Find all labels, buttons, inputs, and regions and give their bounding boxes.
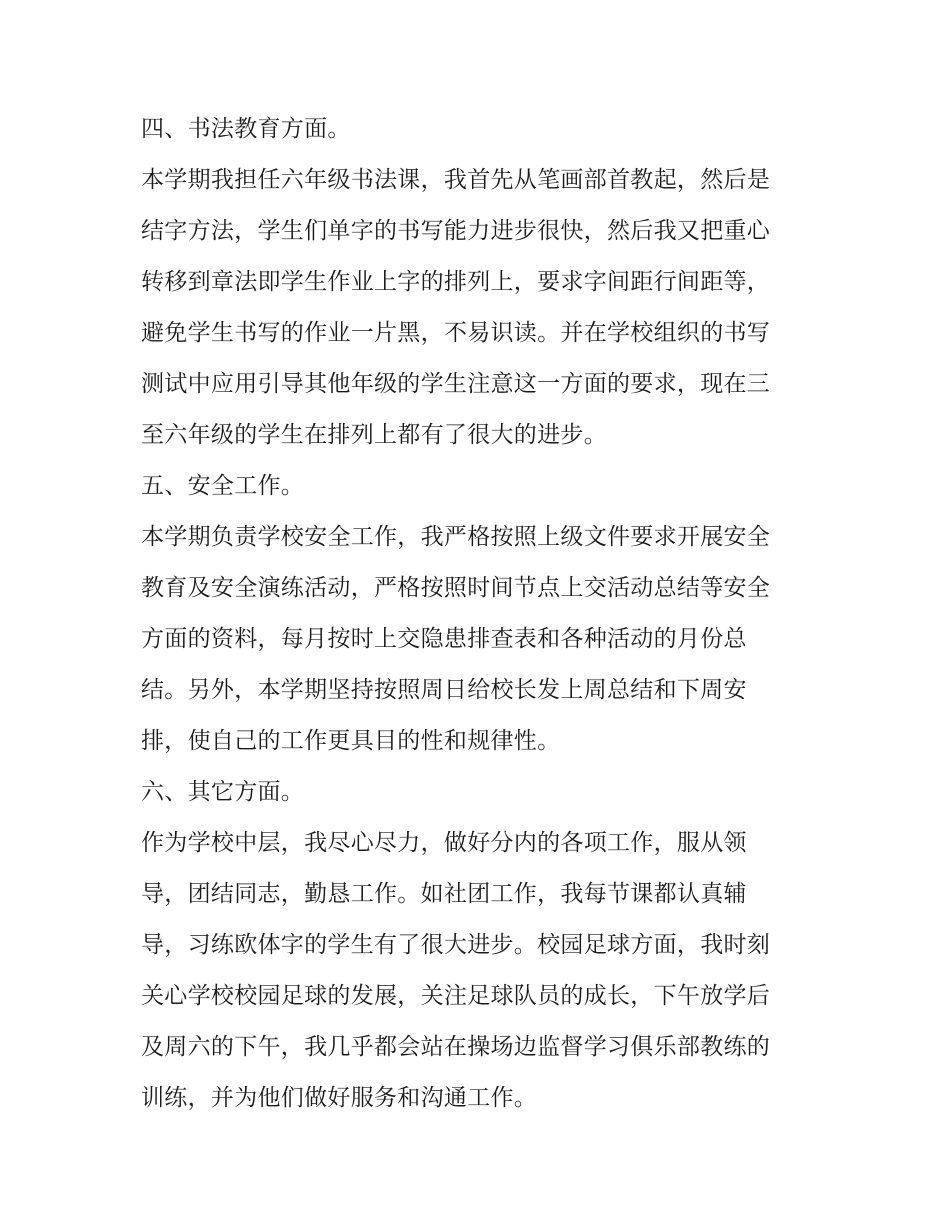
text-line: 避免学生书写的作业一片黑，不易识读。并在学校组织的书写: [141, 320, 771, 346]
text-line: 训练，并为他们做好服务和沟通工作。: [141, 1085, 538, 1111]
text-line: 结字方法，学生们单字的书写能力进步很快，然后我又把重心: [141, 218, 771, 244]
text-line: 排，使自己的工作更具目的性和规律性。: [141, 728, 561, 754]
section-heading-other: 六、其它方面。: [141, 779, 305, 805]
text-line: 导，团结同志，勤恳工作。如社团工作，我每节课都认真辅: [141, 881, 747, 907]
text-line: 转移到章法即学生作业上字的排列上，要求字间距行间距等，: [141, 269, 771, 295]
text-line: 关心学校校园足球的发展，关注足球队员的成长，下午放学后: [141, 983, 771, 1009]
text-line: 测试中应用引导其他年级的学生注意这一方面的要求，现在三: [141, 371, 771, 397]
text-line: 本学期我担任六年级书法课，我首先从笔画部首教起，然后是: [141, 167, 771, 193]
section-heading-calligraphy: 四、书法教育方面。: [141, 116, 351, 142]
text-line: 作为学校中层，我尽心尽力，做好分内的各项工作，服从领: [141, 830, 747, 856]
text-line: 教育及安全演练活动，严格按照时间节点上交活动总结等安全: [141, 575, 771, 601]
text-line: 方面的资料，每月按时上交隐患排查表和各种活动的月份总: [141, 626, 747, 652]
document-body: [141, 104, 821, 1124]
text-line: 及周六的下午，我几乎都会站在操场边监督学习俱乐部教练的: [141, 1034, 771, 1060]
text-line: 结。另外，本学期坚持按照周日给校长发上周总结和下周安: [141, 677, 747, 703]
text-line: 至六年级的学生在排列上都有了很大的进步。: [141, 422, 607, 448]
section-heading-safety: 五、安全工作。: [141, 473, 305, 499]
text-line: 本学期负责学校安全工作，我严格按照上级文件要求开展安全: [141, 524, 771, 550]
text-line: 导，习练欧体字的学生有了很大进步。校园足球方面，我时刻: [141, 932, 771, 958]
